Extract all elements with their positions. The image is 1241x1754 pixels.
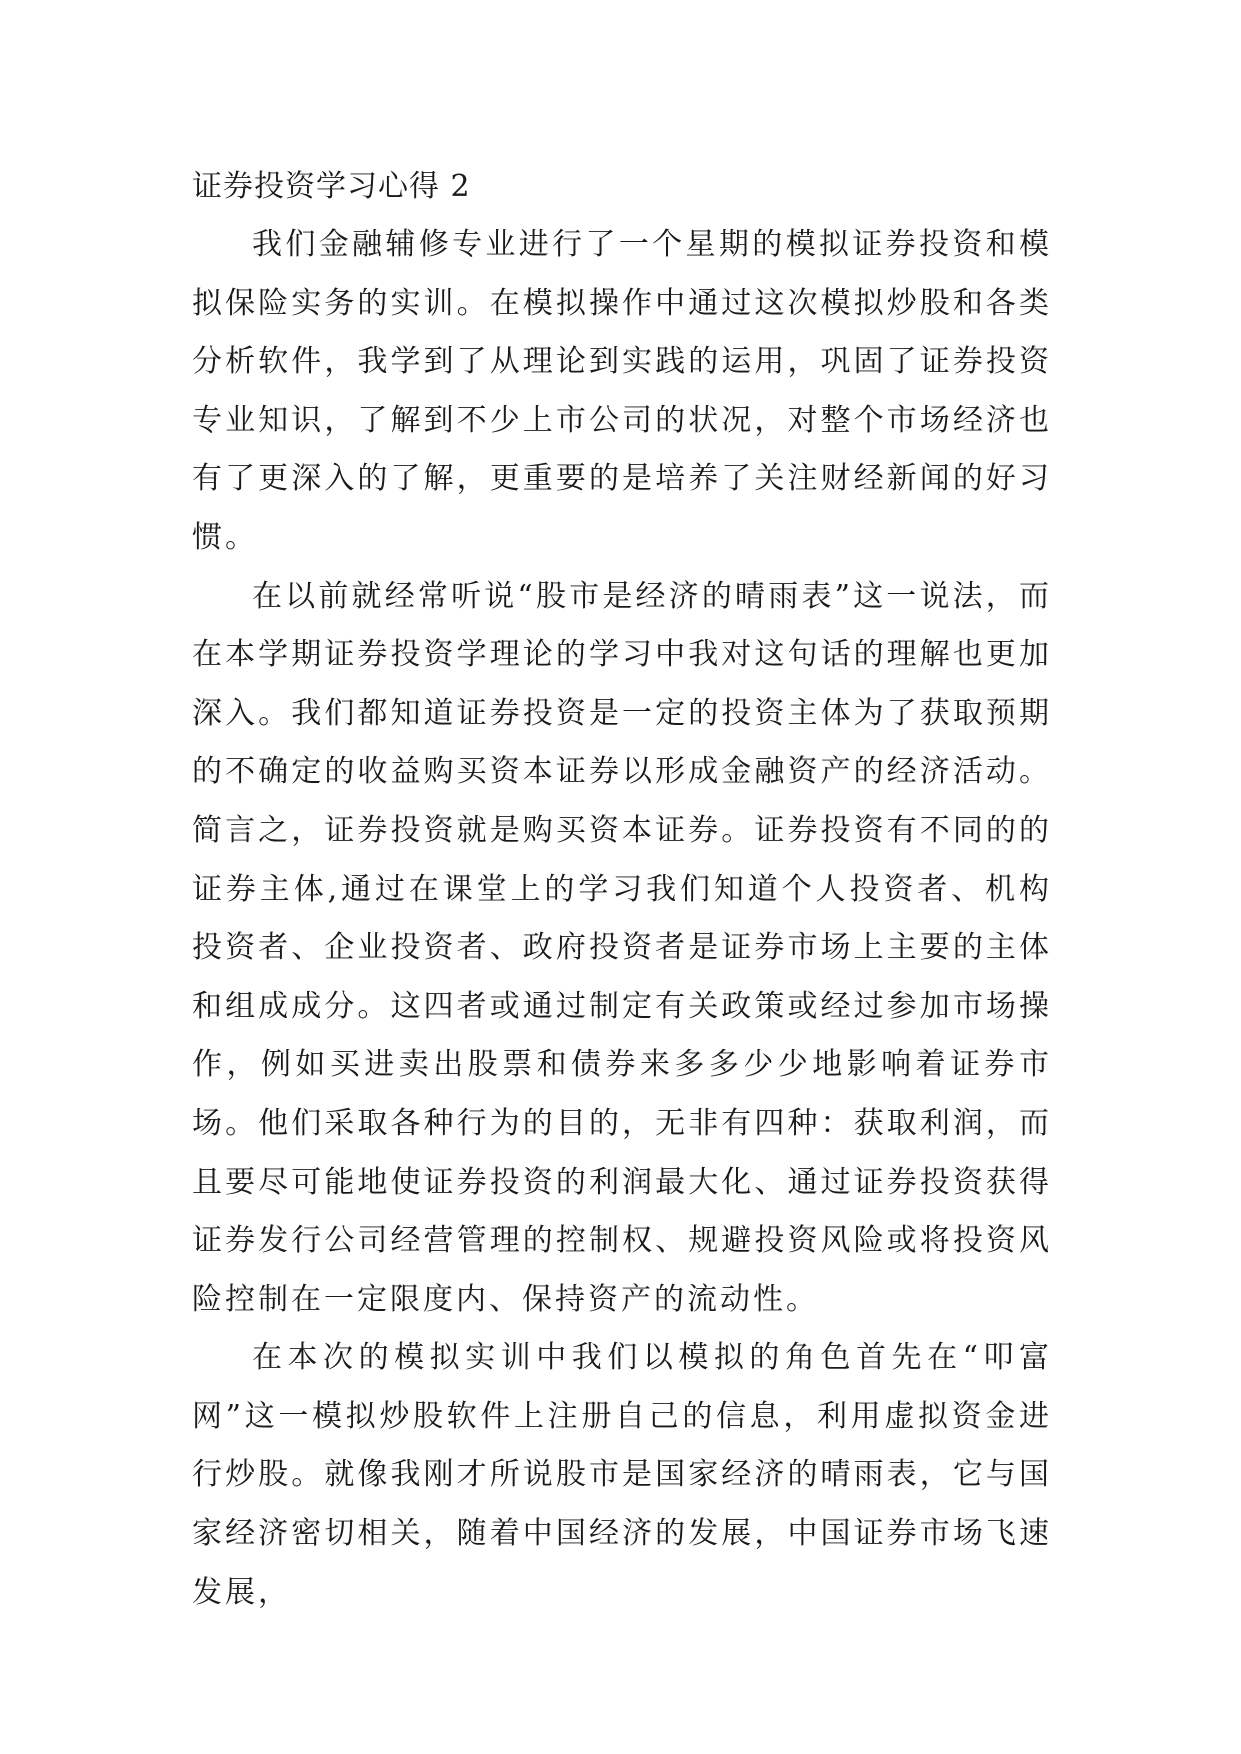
paragraph-3: 在本次的模拟实训中我们以模拟的角色首先在“叩富网”这一模拟炒股软件上注册自己的信息，利用虚拟资金进行炒股。就像我刚才所说股市是国家经济的晴雨表，它与国家经济密切相关，随着中国经济的发展，中国证券市场飞速发展， — [192, 1340, 1052, 1610]
paragraph-1: 我们金融辅修专业进行了一个星期的模拟证券投资和模拟保险实务的实训。在模拟操作中通过这次模拟炒股和各类分析软件，我学到了从理论到实践的运用，巩固了证券投资专业知识，了解到不少上市公司的状况，对整个市场经济也有了更深入的了解，更重要的是培养了关注财经新闻的好习惯。 — [192, 227, 1052, 555]
document-body — [192, 158, 1052, 1622]
paragraph-2: 在以前就经常听说“股市是经济的晴雨表”这一说法，而在本学期证券投资学理论的学习中我对这句话的理解也更加深入。我们都知道证券投资是一定的投资主体为了获取预期的不确定的收益购买资本证券以形成金融资产的经济活动。简言之，证券投资就是购买资本证券。证券投资有不同的的证券主体,通过在课堂上的学习我们知道个人投资者、机构投资者、企业投资者、政府投资者是证券市场上主要的主体和组成成分。这四者或通过制定有关政策或经过参加市场操作，例如买进卖出股票和债券来多多少少地影响着证券市场。他们采取各种行为的目的，无非有四种：获取利润，而且要尽可能地使证券投资的利润最大化、通过证券投资获得证券发行公司经营管理的控制权、规避投资风险或将投资风险控制在一定限度内、保持资产的流动性。 — [192, 578, 1052, 1317]
document-title: 证券投资学习心得 2 — [192, 169, 471, 204]
